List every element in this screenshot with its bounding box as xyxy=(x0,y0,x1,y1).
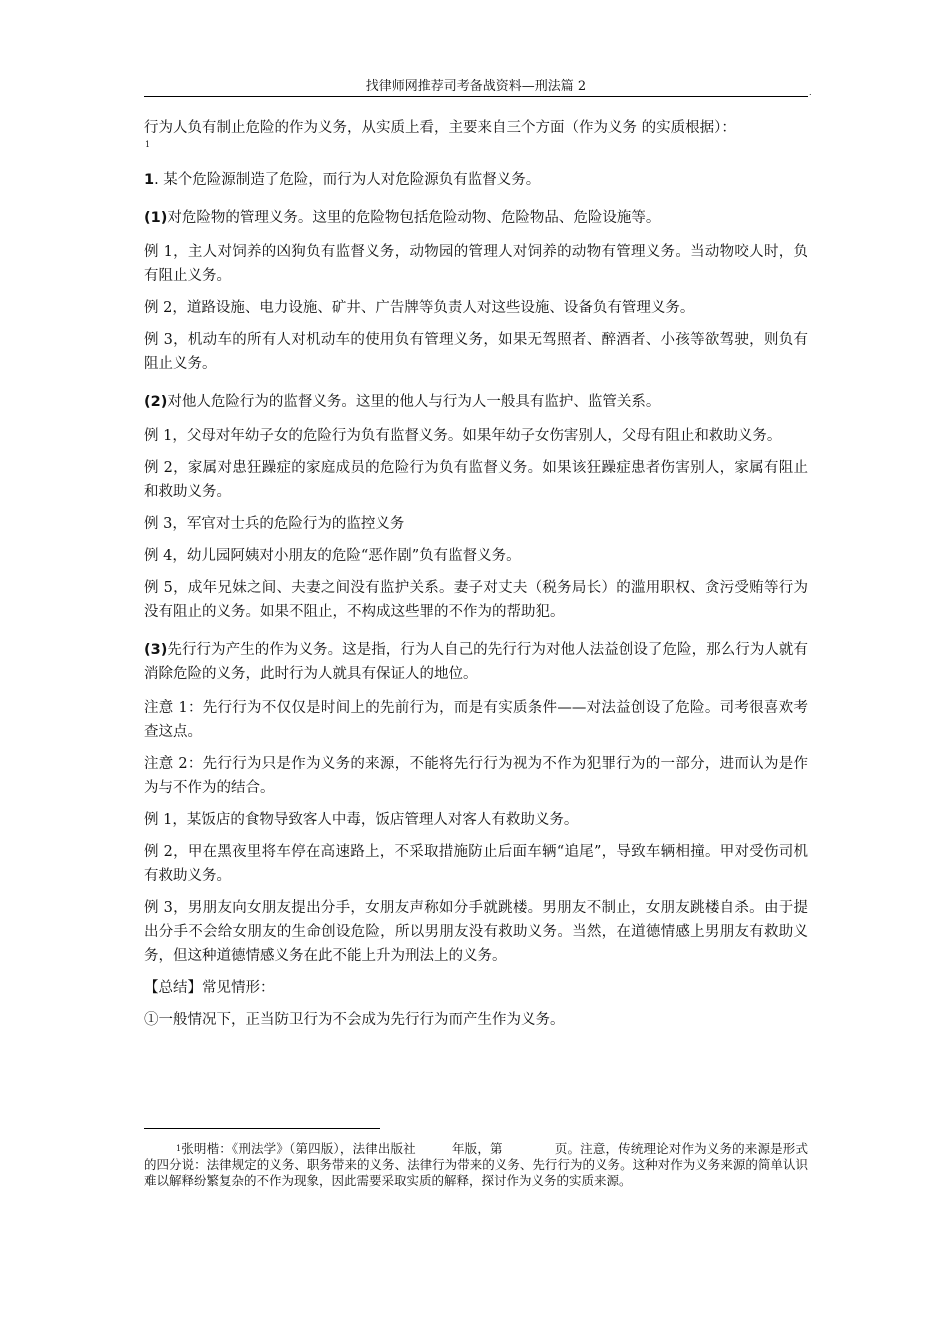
sub3-example-2: 例 2，甲在黑夜里将车停在高速路上，不采取措施防止后面车辆“追尾”，导致车辆相撞。甲对受伤司机有救助义务。 xyxy=(144,844,808,884)
sub1-example-1: 例 1，主人对饲养的凶狗负有监督义务，动物园的管理人对饲养的动物有管理义务。当动物咬人时，负有阻止义务。 xyxy=(144,244,808,284)
subsection-1-lead: (1) xyxy=(144,210,168,226)
sub3-example-1: 例 1，某饭店的食物导致客人中毒，饭店管理人对客人有救助义务。 xyxy=(144,812,579,828)
header-tick: . xyxy=(809,88,812,97)
sub1-example-2: 例 2，道路设施、电力设施、矿井、广告牌等负责人对这些设施、设备负有管理义务。 xyxy=(144,300,695,316)
footnote-part-1: 张明楷：《刑法学》（第四版），法律出版社 xyxy=(181,1141,416,1156)
footnote-part-2: 年版，第 xyxy=(451,1141,503,1156)
summary-item-1: ①一般情况下，正当防卫行为不会成为先行行为而产生作为义务。 xyxy=(144,1012,565,1028)
footnote-mark: 1 xyxy=(176,1144,182,1153)
sub1-example-3: 例 3，机动车的所有人对机动车的使用负有管理义务，如果无驾照者、醉酒者、小孩等欲驾驶，则负有阻止义务。 xyxy=(144,332,808,372)
subsection-3-text: 先行行为产生的作为义务。这是指，行为人自己的先行行为对他人法益创设了危险，那么行为人就有消除危险的义务，此时行为人就具有保证人的地位。 xyxy=(144,642,808,682)
subsection-1-heading xyxy=(144,206,808,230)
subsection-2-heading xyxy=(144,390,808,414)
intro-paragraph: 行为人负有制止危险的作为义务，从实质上看，主要来自三个方面（作为义务 的实质根据）： xyxy=(144,120,736,136)
section-1-number: 1 xyxy=(144,172,155,188)
subsection-2-lead: (2) xyxy=(144,394,168,410)
page-header: 找律师网推荐司考备战资料—刑法篇 2 xyxy=(365,79,587,94)
footnote-part-3: 页。注意，传统理论对作为义务的来源是形式的四分说：法律规定的义务、职务带来的义务、法律行为带来的义务、先行行为的义务。这种对作为义务来源的简单认识难以解释纷繁复杂的不作为现象，因此需要采取实质的解释，探讨作为义务的实质来源。 xyxy=(144,1141,808,1188)
header-rule xyxy=(144,96,808,97)
sub2-example-1: 例 1，父母对年幼子女的危险行为负有监督义务。如果年幼子女伤害别人，父母有阻止和救助义务。 xyxy=(144,428,782,444)
footnote-separator xyxy=(144,1128,380,1129)
sub3-note-1: 注意 1：先行行为不仅仅是时间上的先前行为，而是有实质条件——对法益创设了危险。司考很喜欢考查这点。 xyxy=(144,700,808,740)
sub2-example-2: 例 2，家属对患狂躁症的家庭成员的危险行为负有监督义务。如果该狂躁症患者伤害别人，家属有阻止和救助义务。 xyxy=(144,460,808,500)
footnote xyxy=(144,1141,808,1189)
section-1-heading xyxy=(144,168,808,192)
subsection-3-lead: (3) xyxy=(144,642,168,658)
subsection-2-text: 对他人危险行为的监督义务。这里的他人与行为人一般具有监护、监管关系。 xyxy=(167,394,661,410)
sub2-example-5: 例 5，成年兄妹之间、夫妻之间没有监护关系。妻子对丈夫（税务局长）的滥用职权、贪污受贿等行为没有阻止的义务。如果不阻止，不构成这些罪的不作为的帮助犯。 xyxy=(144,580,808,620)
document-body xyxy=(144,116,808,1040)
section-1-text: . 某个危险源制造了危险，而行为人对危险源负有监督义务。 xyxy=(154,172,541,188)
subsection-1-text: 对危险物的管理义务。这里的危险物包括危险动物、危险物品、危险设施等。 xyxy=(167,210,661,226)
summary-title: 【总结】常见情形： xyxy=(144,980,275,996)
sub3-note-2: 注意 2：先行行为只是作为义务的来源，不能将先行行为视为不作为犯罪行为的一部分，进而认为是作为与不作为的结合。 xyxy=(144,756,808,796)
intro-footnote-mark: 1 xyxy=(145,140,151,149)
sub2-example-4: 例 4，幼儿园阿姨对小朋友的危险“恶作剧”负有监督义务。 xyxy=(144,548,521,564)
subsection-3-heading xyxy=(144,638,808,686)
sub3-example-3: 例 3，男朋友向女朋友提出分手，女朋友声称如分手就跳楼。男朋友不制止，女朋友跳楼自杀。由于提出分手不会给女朋友的生命创设危险，所以男朋友没有救助义务。当然，在道德情感上男朋友有救助义务，但这种道德情感义务在此不能上升为刑法上的义务。 xyxy=(144,900,808,964)
sub2-example-3: 例 3，军官对士兵的危险行为的监控义务 xyxy=(144,516,405,532)
